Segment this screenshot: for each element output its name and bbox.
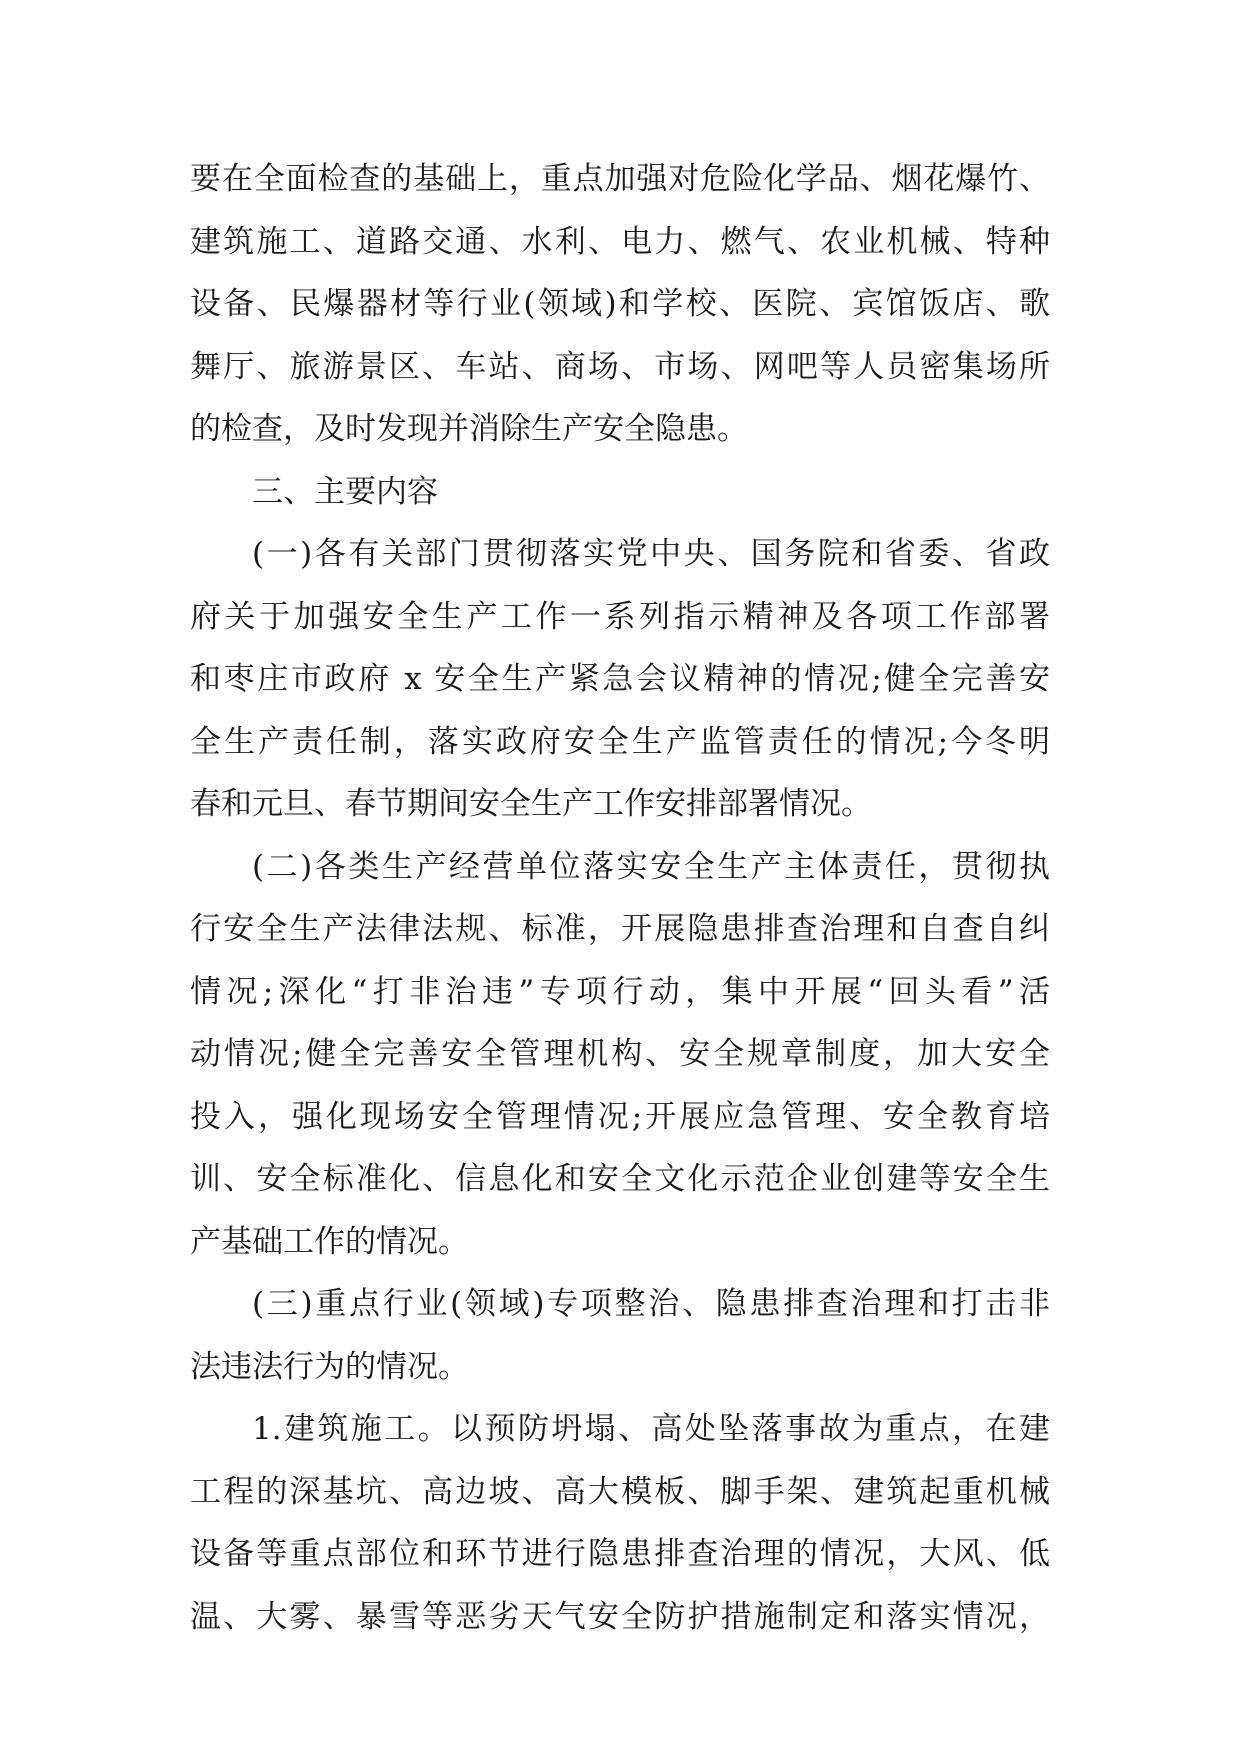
text-line: 的检查，及时发现并消除生产安全隐患。 [190,411,748,447]
text-line: (一)各有关部门贯彻落实党中央、国务院和省委、省政 [252,536,1050,572]
text-line: 1.建筑施工。以预防坍塌、高处坠落事故为重点，在建 [252,1411,1050,1447]
text-line: 训、安全标准化、信息化和安全文化示范企业创建等安全生 [190,1161,1050,1197]
text-line: 行安全生产法律法规、标准，开展隐患排查治理和自查自纠 [190,911,1050,947]
text-line: 设备等重点部位和环节进行隐患排查治理的情况，大风、低 [190,1536,1050,1572]
text-line: 和枣庄市政府 x 安全生产紧急会议精神的情况;健全完善安 [190,661,1050,697]
text-line: 建筑施工、道路交通、水利、电力、燃气、农业机械、特种 [190,223,1050,260]
section-heading: 三、主要内容 [252,473,438,510]
text-line: 全生产责任制，落实政府安全生产监管责任的情况;今冬明 [190,723,1050,760]
text-line: (二)各类生产经营单位落实安全生产主体责任，贯彻执 [252,848,1050,885]
text-line: 要在全面检查的基础上，重点加强对危险化学品、烟花爆竹、 [190,161,1050,197]
text-line: 工程的深基坑、高边坡、高大模板、脚手架、建筑起重机械 [190,1473,1050,1510]
text-line: 法违法行为的情况。 [190,1348,469,1385]
text-line: 春和元旦、春节期间安全生产工作安排部署情况。 [190,786,872,822]
text-line: 舞厅、旅游景区、车站、商场、市场、网吧等人员密集场所 [190,348,1050,385]
text-line: 动情况;健全完善安全管理机构、安全规章制度，加大安全 [190,1036,1050,1072]
text-line: 产基础工作的情况。 [190,1223,469,1260]
text-line: 府关于加强安全生产工作一系列指示精神及各项工作部署 [190,598,1050,635]
text-line: 设备、民爆器材等行业(领域)和学校、医院、宾馆饭店、歌 [190,286,1050,322]
text-line: 投入，强化现场安全管理情况;开展应急管理、安全教育培 [190,1098,1050,1135]
text-line: 情况;深化“打非治违”专项行动，集中开展“回头看”活 [190,973,1050,1010]
document-page [190,148,1050,1648]
text-line: (三)重点行业(领域)专项整治、隐患排查治理和打击非 [252,1286,1050,1322]
text-line: 温、大雾、暴雪等恶劣天气安全防护措施制定和落实情况， [190,1598,1050,1635]
